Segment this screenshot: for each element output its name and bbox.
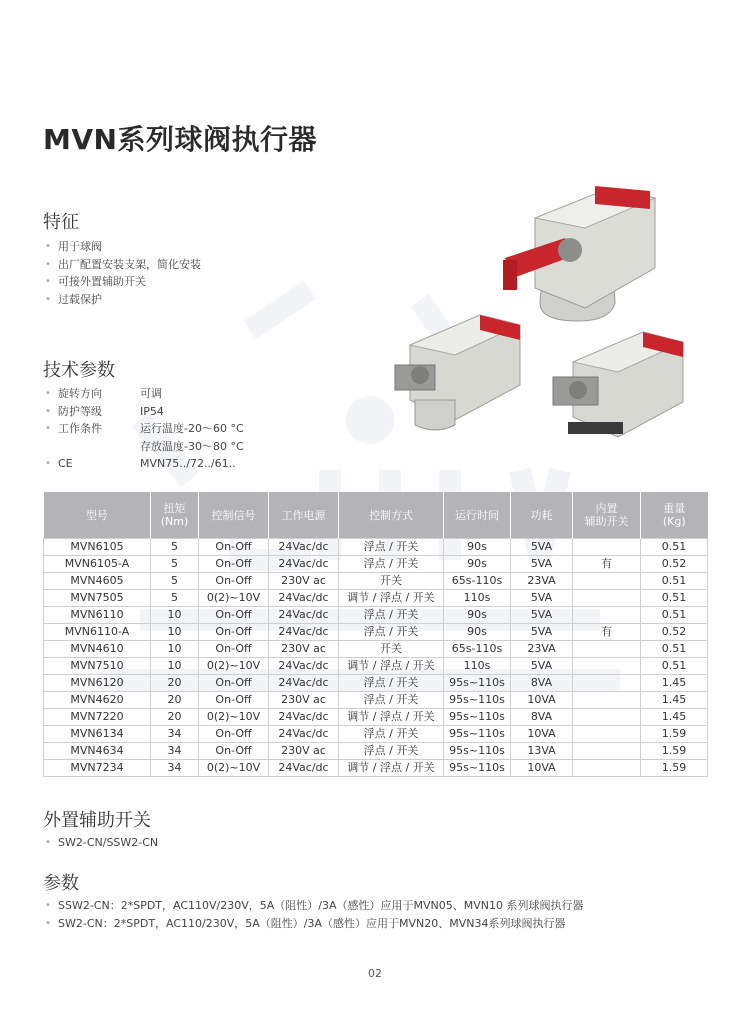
table-cell: 24Vac/dc	[269, 658, 339, 675]
table-row	[44, 624, 708, 641]
table-cell: 110s	[444, 658, 511, 675]
table-cell: 5	[151, 573, 199, 590]
table-cell: 20	[151, 675, 199, 692]
table-cell: 0.51	[641, 641, 708, 658]
table-cell: 5	[151, 556, 199, 573]
table-cell: MVN4620	[44, 692, 151, 709]
table-cell: 95s~110s	[444, 726, 511, 743]
table-cell: 95s~110s	[444, 675, 511, 692]
table-cell: On-Off	[199, 573, 269, 590]
table-cell: 90s	[444, 624, 511, 641]
table-cell: 有	[573, 556, 641, 573]
table-cell: MVN4605	[44, 573, 151, 590]
table-cell: 浮点 / 开关	[339, 726, 444, 743]
table-cell	[573, 675, 641, 692]
table-cell: MVN7510	[44, 658, 151, 675]
table-cell: On-Off	[199, 641, 269, 658]
spec-value: MVN75../72../61..	[140, 457, 236, 470]
table-cell: 1.45	[641, 709, 708, 726]
table-cell: 34	[151, 760, 199, 777]
feature-item: • 过载保护	[43, 291, 201, 309]
table-cell: 5VA	[511, 539, 573, 556]
table-cell: 1.59	[641, 726, 708, 743]
table-cell: 浮点 / 开关	[339, 624, 444, 641]
table-cell	[573, 539, 641, 556]
table-cell: 5VA	[511, 624, 573, 641]
table-cell: 20	[151, 692, 199, 709]
table-cell: 1.59	[641, 760, 708, 777]
table-cell: 5VA	[511, 658, 573, 675]
feature-item: • 用于球阀	[43, 238, 201, 256]
table-cell: 13VA	[511, 743, 573, 760]
table-header-cell: 型号	[44, 492, 151, 539]
table-cell	[573, 590, 641, 607]
table-cell: 24Vac/dc	[269, 760, 339, 777]
param-item: • SW2-CN：2*SPDT，AC110/230V，5A（阻性）/3A（感性）应用于MVN20、MVN34系列球阀执行器	[43, 915, 584, 933]
table-cell: 95s~110s	[444, 709, 511, 726]
table-cell: 1.59	[641, 743, 708, 760]
table-cell: 0.51	[641, 607, 708, 624]
table-row	[44, 573, 708, 590]
table-cell: 90s	[444, 556, 511, 573]
table-cell: 0(2)~10V	[199, 590, 269, 607]
table-cell: 0(2)~10V	[199, 709, 269, 726]
page-title: MVN系列球阀执行器	[43, 123, 317, 156]
table-cell: 24Vac/dc	[269, 590, 339, 607]
table-cell: MVN6105-A	[44, 556, 151, 573]
table-row	[44, 709, 708, 726]
table-cell: 开关	[339, 641, 444, 658]
table-cell: 0.51	[641, 539, 708, 556]
table-cell: 0(2)~10V	[199, 760, 269, 777]
params-list	[43, 897, 584, 932]
table-cell: MVN7220	[44, 709, 151, 726]
table-cell: 90s	[444, 539, 511, 556]
table-cell: 20	[151, 709, 199, 726]
table-cell: 65s-110s	[444, 573, 511, 590]
table-cell: On-Off	[199, 675, 269, 692]
table-cell: 调节 / 浮点 / 开关	[339, 709, 444, 726]
table-row	[44, 590, 708, 607]
param-item: • SSW2-CN：2*SPDT，AC110V/230V，5A（阻性）/3A（感性）应用于MVN05、MVN10 系列球阀执行器	[43, 897, 584, 915]
table-cell	[573, 641, 641, 658]
table-cell: 调节 / 浮点 / 开关	[339, 658, 444, 675]
table-cell: 5	[151, 590, 199, 607]
table-cell: 有	[573, 624, 641, 641]
table-cell: 110s	[444, 590, 511, 607]
spec-value: 运行温度-20～60 °C	[140, 422, 244, 435]
actuator-photo-1	[495, 178, 665, 326]
table-row	[44, 539, 708, 556]
table-cell: 230V ac	[269, 641, 339, 658]
table-cell: 8VA	[511, 675, 573, 692]
table-cell: 浮点 / 开关	[339, 607, 444, 624]
table-cell: 5VA	[511, 556, 573, 573]
table-cell: On-Off	[199, 624, 269, 641]
table-cell: 1.45	[641, 692, 708, 709]
table-cell	[573, 760, 641, 777]
spec-value: IP54	[140, 404, 164, 418]
table-cell: 10VA	[511, 726, 573, 743]
table-cell: 24Vac/dc	[269, 709, 339, 726]
table-cell: MVN6110	[44, 607, 151, 624]
table-cell: 10VA	[511, 760, 573, 777]
table-cell	[573, 607, 641, 624]
table-cell: 浮点 / 开关	[339, 556, 444, 573]
table-cell: 10VA	[511, 692, 573, 709]
features-heading: 特征	[43, 212, 79, 233]
table-header-cell: 内置 辅助开关	[573, 492, 641, 539]
table-cell: 8VA	[511, 709, 573, 726]
table-cell: 24Vac/dc	[269, 675, 339, 692]
table-cell: 34	[151, 743, 199, 760]
table-cell: 95s~110s	[444, 692, 511, 709]
table-cell: 34	[151, 726, 199, 743]
table-header-cell: 控制信号	[199, 492, 269, 539]
actuator-photo-2	[380, 305, 525, 440]
table-cell: 0.51	[641, 658, 708, 675]
table-header-cell: 运行时间	[444, 492, 511, 539]
aux-list	[43, 834, 158, 852]
table-row	[44, 760, 708, 777]
table-cell: 24Vac/dc	[269, 624, 339, 641]
table-cell: 开关	[339, 573, 444, 590]
spec-value: 存放温度-30～80 °C	[140, 439, 244, 453]
table-cell: 0.52	[641, 624, 708, 641]
table-cell: MVN4634	[44, 743, 151, 760]
table-cell: 0.51	[641, 590, 708, 607]
table-body	[44, 539, 708, 777]
spec-label: CE	[58, 457, 73, 470]
table-row	[44, 726, 708, 743]
table-cell: 5	[151, 539, 199, 556]
table-cell	[573, 573, 641, 590]
table-header-cell: 工作电源	[269, 492, 339, 539]
table-row	[44, 556, 708, 573]
feature-item: • 可接外置辅助开关	[43, 273, 201, 291]
table-row	[44, 658, 708, 675]
table-cell: 90s	[444, 607, 511, 624]
table-row	[44, 641, 708, 658]
table-cell: On-Off	[199, 539, 269, 556]
table-cell: MVN6110-A	[44, 624, 151, 641]
table-cell: 23VA	[511, 641, 573, 658]
table-cell: 0.51	[641, 573, 708, 590]
product-table	[43, 492, 708, 777]
table-cell	[573, 743, 641, 760]
feature-item: • 出厂配置安装支架，简化安装	[43, 256, 201, 274]
table-cell: On-Off	[199, 607, 269, 624]
spec-value: 可调	[140, 387, 162, 400]
table-cell: On-Off	[199, 692, 269, 709]
table-cell: 230V ac	[269, 743, 339, 760]
table-cell: 浮点 / 开关	[339, 539, 444, 556]
table-cell: 浮点 / 开关	[339, 692, 444, 709]
aux-heading: 外置辅助开关	[43, 810, 151, 831]
table-cell: 调节 / 浮点 / 开关	[339, 590, 444, 607]
table-cell: On-Off	[199, 726, 269, 743]
spec-label: 工作条件	[58, 422, 102, 435]
table-header-cell: 功耗	[511, 492, 573, 539]
table-cell: 5VA	[511, 590, 573, 607]
table-row	[44, 692, 708, 709]
tech-heading: 技术参数	[43, 360, 115, 381]
table-cell: 0(2)~10V	[199, 658, 269, 675]
table-cell: 5VA	[511, 607, 573, 624]
table-cell: 1.45	[641, 675, 708, 692]
table-row	[44, 743, 708, 760]
aux-item: • SW2-CN/SSW2-CN	[43, 834, 158, 852]
table-cell	[573, 709, 641, 726]
actuator-photo-3	[538, 322, 688, 447]
table-row	[44, 607, 708, 624]
table-cell: 230V ac	[269, 573, 339, 590]
spec-label: 防护等级	[58, 404, 102, 418]
table-cell: 24Vac/dc	[269, 539, 339, 556]
table-cell: 10	[151, 624, 199, 641]
table-cell: 95s~110s	[444, 760, 511, 777]
features-list	[43, 238, 201, 308]
table-cell: 24Vac/dc	[269, 556, 339, 573]
table-cell	[573, 658, 641, 675]
params-heading: 参数	[43, 873, 79, 894]
table-cell: 230V ac	[269, 692, 339, 709]
table-header-cell: 控制方式	[339, 492, 444, 539]
table-cell: MVN6134	[44, 726, 151, 743]
table-header-row	[44, 492, 708, 539]
table-cell: 浮点 / 开关	[339, 675, 444, 692]
page-number: 02	[368, 967, 382, 980]
table-cell: 浮点 / 开关	[339, 743, 444, 760]
table-header-cell: 扭矩 (Nm)	[151, 492, 199, 539]
table-cell: 23VA	[511, 573, 573, 590]
table-cell: 10	[151, 658, 199, 675]
table-cell: 调节 / 浮点 / 开关	[339, 760, 444, 777]
table-cell	[573, 692, 641, 709]
table-cell	[573, 726, 641, 743]
table-cell: 10	[151, 641, 199, 658]
table-cell: 10	[151, 607, 199, 624]
table-cell: MVN4610	[44, 641, 151, 658]
table-cell: 24Vac/dc	[269, 726, 339, 743]
table-row	[44, 675, 708, 692]
table-cell: On-Off	[199, 556, 269, 573]
table-cell: 0.52	[641, 556, 708, 573]
table-header-cell: 重量 (Kg)	[641, 492, 708, 539]
table-cell: 95s~110s	[444, 743, 511, 760]
table-cell: 65s-110s	[444, 641, 511, 658]
table-cell: 24Vac/dc	[269, 607, 339, 624]
table-cell: On-Off	[199, 743, 269, 760]
table-cell: MVN6105	[44, 539, 151, 556]
table-cell: MVN7234	[44, 760, 151, 777]
table-cell: MVN7505	[44, 590, 151, 607]
table-cell: MVN6120	[44, 675, 151, 692]
spec-label: 旋转方向	[58, 387, 102, 400]
